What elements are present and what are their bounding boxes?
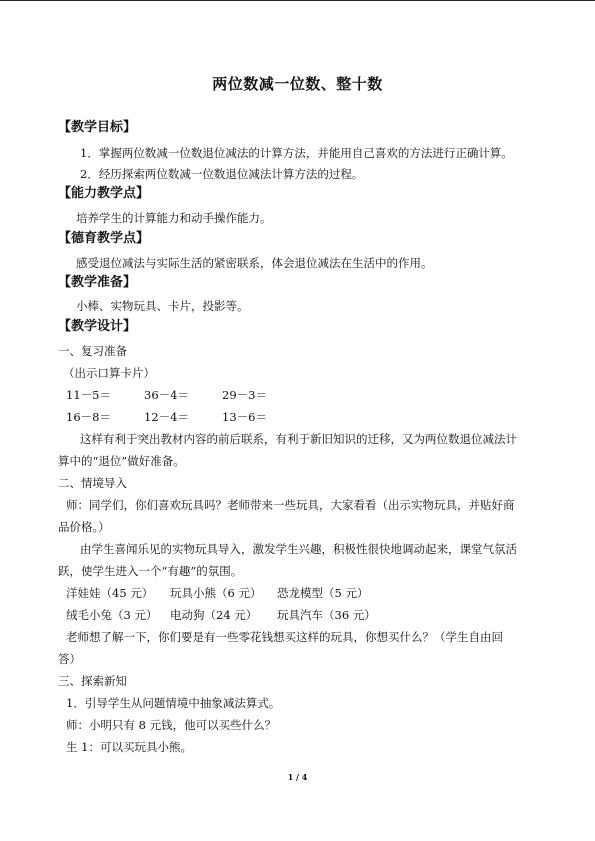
calc-card: 12－4＝ (144, 410, 189, 424)
goals-heading: 【教学目标】 (58, 120, 137, 135)
toy-price: 恐龙模型（5 元） (277, 586, 369, 600)
goal-1: 1．掌握两位数减一位数退位减法的计算方法，并能用自己喜欢的方法进行正确计算。 (80, 146, 513, 160)
toy-price: 玩具小熊（6 元） (170, 586, 262, 600)
prep-text: 小棒、实物玩具、卡片，投影等。 (76, 299, 249, 313)
calc-card: 13－6＝ (222, 410, 267, 424)
moral-text: 感受退位减法与实际生活的紧密联系，体会退位减法在生活中的作用。 (76, 256, 433, 270)
part3-heading: 三、探索新知 (58, 674, 127, 688)
page-number: 1 / 4 (287, 772, 308, 782)
teacher-line2: 品价格。） (58, 520, 110, 534)
toy-price: 洋娃娃（45 元） (66, 586, 154, 600)
part3-student: 生 1：可以买玩具小熊。 (66, 740, 192, 754)
design-heading: 【教学设计】 (58, 319, 137, 334)
page-title: 两位数减一位数、整十数 (212, 75, 383, 93)
part1-para-line2: 算中的“退位”做好准备。 (58, 454, 185, 468)
teacher-line1: 师：同学们，你们喜欢玩具吗？老师带来一些玩具，大家看看（出示实物玩具，并贴好商 (66, 498, 515, 512)
ability-heading: 【能力教学点】 (58, 186, 150, 201)
part2-heading: 二、情境导入 (58, 476, 127, 490)
calc-card: 36－4＝ (144, 388, 189, 402)
part3-item1: 1．引导学生从问题情境中抽象减法算式。 (66, 696, 281, 710)
prep-heading: 【教学准备】 (58, 275, 137, 290)
part3-teacher: 师：小明只有 8 元钱，他可以买些什么？ (66, 718, 277, 732)
calc-card: 11－5＝ (66, 388, 111, 402)
part2-para-line1: 由学生喜闻乐见的实物玩具导入，激发学生兴趣，积极性很快地调动起来，课堂气氛活 (80, 542, 517, 556)
ability-text: 培养学生的计算能力和动手操作能力。 (76, 211, 272, 225)
part1-heading: 一、复习准备 (58, 344, 127, 358)
part2-para-line2: 跃，使学生进入一个“有趣”的氛围。 (58, 564, 243, 578)
toy-price: 玩具汽车（36 元） (277, 608, 376, 622)
part1-note: （出示口算卡片） (63, 366, 155, 380)
part1-para-line1: 这样有利于突出教材内容的前后联系，有利于新旧知识的迁移，又为两位数退位减法计 (80, 432, 517, 446)
toy-price: 电动狗（24 元） (170, 608, 258, 622)
calc-card: 16－8＝ (66, 410, 111, 424)
question-line1: 老师想了解一下，你们要是有一些零花钱想买这样的玩具，你想买什么？（学生自由回 (66, 630, 503, 644)
moral-heading: 【德育教学点】 (58, 231, 150, 246)
goal-2: 2．经历探索两位数减一位数退位减法计算方法的过程。 (80, 167, 364, 181)
page-top-border (0, 0, 595, 1)
toy-price: 绒毛小兔（3 元） (66, 608, 158, 622)
question-line2: 答） (58, 652, 81, 666)
calc-card: 29－3＝ (222, 388, 267, 402)
